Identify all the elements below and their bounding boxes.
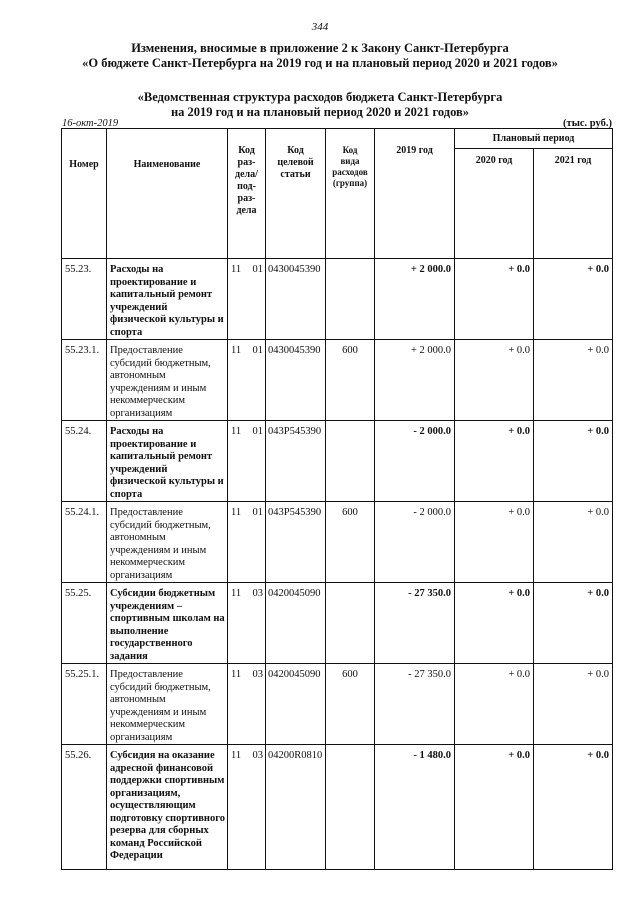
header-line: под- [237, 181, 256, 192]
header-line: статьи [280, 169, 311, 180]
row-number: 55.23.1. [62, 340, 107, 421]
heading-line: Изменения, вносимые в приложение 2 к Закону Санкт-Петербурга [131, 41, 509, 55]
row-2019: - 27 350.0 [375, 583, 455, 664]
row-rz: 11 [231, 588, 242, 599]
header-line: расходов [332, 167, 368, 177]
row-2020: + 0.0 [455, 421, 534, 502]
header-line: (группа) [332, 178, 368, 188]
row-vid-code [326, 421, 375, 502]
row-prz: 01 [252, 426, 263, 437]
row-razdel [228, 745, 266, 870]
row-prz: 01 [252, 345, 263, 356]
row-razdel [228, 502, 266, 583]
row-target-code: 043P545390 [266, 421, 326, 502]
row-2020: + 0.0 [455, 340, 534, 421]
page-number: 344 [311, 21, 329, 33]
table-row [62, 745, 613, 870]
row-prz: 01 [252, 507, 263, 518]
heading-line: на 2019 год и на плановый период 2020 и 2021 годов» [170, 105, 470, 119]
header-line: вида [340, 156, 360, 166]
header-plan-period: Плановый период [455, 129, 613, 149]
header-2021: 2021 год [534, 149, 613, 259]
table-row [62, 340, 613, 421]
row-number: 55.24.1. [62, 502, 107, 583]
row-2020: + 0.0 [455, 664, 534, 745]
row-2019: + 2 000.0 [375, 340, 455, 421]
header-number: Номер [62, 129, 107, 259]
row-2019: - 1 480.0 [375, 745, 455, 870]
row-name: Предоставление субсидий бюджетным, автономным учреждениям и иным некоммерческим организациям [107, 340, 228, 421]
header-razdel [228, 129, 266, 259]
row-2021: + 0.0 [534, 259, 613, 340]
row-2020: + 0.0 [455, 259, 534, 340]
budget-table [61, 128, 613, 870]
row-prz: 03 [252, 669, 263, 680]
row-2019: - 2 000.0 [375, 502, 455, 583]
row-target-code: 0420045090 [266, 583, 326, 664]
table-row [62, 502, 613, 583]
row-target-code: 04200R0810 [266, 745, 326, 870]
header-line: Код [238, 145, 255, 156]
header-line: Код [342, 145, 358, 155]
row-razdel [228, 421, 266, 502]
table-row [62, 583, 613, 664]
table-row [62, 421, 613, 502]
row-2019: + 2 000.0 [375, 259, 455, 340]
row-2019: - 27 350.0 [375, 664, 455, 745]
header-2019: 2019 год [375, 129, 455, 259]
row-rz: 11 [231, 345, 242, 356]
row-number: 55.23. [62, 259, 107, 340]
row-vid-code: 600 [326, 340, 375, 421]
row-2021: + 0.0 [534, 421, 613, 502]
header-line: раз- [237, 157, 256, 168]
row-vid-code [326, 583, 375, 664]
row-2021: + 0.0 [534, 502, 613, 583]
row-name: Расходы на проектирование и капитальный ремонт учреждений физической культуры и спорта [107, 421, 228, 502]
header-line: раз- [237, 193, 256, 204]
row-2021: + 0.0 [534, 583, 613, 664]
row-2020: + 0.0 [455, 502, 534, 583]
row-razdel [228, 664, 266, 745]
header-target [266, 129, 326, 259]
heading-line: «Ведомственная структура расходов бюджета Санкт-Петербурга [137, 90, 503, 104]
row-number: 55.25.1. [62, 664, 107, 745]
row-razdel [228, 340, 266, 421]
header-line: целевой [277, 157, 314, 168]
row-2019: - 2 000.0 [375, 421, 455, 502]
header-2020: 2020 год [455, 149, 534, 259]
row-2021: + 0.0 [534, 664, 613, 745]
row-number: 55.24. [62, 421, 107, 502]
row-razdel [228, 259, 266, 340]
row-2020: + 0.0 [455, 745, 534, 870]
header-name: Наименование [107, 129, 228, 259]
table-heading [0, 90, 640, 120]
document-heading [0, 41, 640, 71]
row-rz: 11 [231, 669, 242, 680]
header-vid [326, 129, 375, 259]
table-row [62, 259, 613, 340]
row-rz: 11 [231, 507, 242, 518]
row-name: Субсидии бюджетным учреждениям – спортивным школам на выполнение государственного задания [107, 583, 228, 664]
row-number: 55.26. [62, 745, 107, 870]
row-prz: 03 [252, 750, 263, 761]
row-2021: + 0.0 [534, 340, 613, 421]
row-vid-code [326, 259, 375, 340]
row-name: Предоставление субсидий бюджетным, автономным учреждениям и иным некоммерческим организациям [107, 664, 228, 745]
row-2021: + 0.0 [534, 745, 613, 870]
row-rz: 11 [231, 426, 242, 437]
heading-line: «О бюджете Санкт-Петербурга на 2019 год и на плановый период 2020 и 2021 годов» [82, 56, 558, 70]
document-date: 16-окт-2019 [62, 118, 119, 129]
row-name: Субсидия на оказание адресной финансовой поддержки спортивным организациям, осуществляющим подготовку спортивного резерва для сборных команд Российской Федерации [107, 745, 228, 870]
row-2020: + 0.0 [455, 583, 534, 664]
header-line: дела [236, 205, 257, 216]
row-prz: 01 [252, 264, 263, 275]
row-vid-code: 600 [326, 502, 375, 583]
row-target-code: 0430045390 [266, 340, 326, 421]
header-line: Код [287, 145, 304, 156]
row-name: Расходы на проектирование и капитальный ремонт учреждений физической культуры и спорта [107, 259, 228, 340]
row-rz: 11 [231, 750, 242, 761]
header-line: дела/ [235, 169, 258, 180]
row-name: Предоставление субсидий бюджетным, автономным учреждениям и иным некоммерческим организациям [107, 502, 228, 583]
units-label: (тыс. руб.) [563, 118, 612, 129]
row-prz: 03 [252, 588, 263, 599]
row-vid-code [326, 745, 375, 870]
table-row [62, 664, 613, 745]
row-vid-code: 600 [326, 664, 375, 745]
row-target-code: 043P545390 [266, 502, 326, 583]
row-number: 55.25. [62, 583, 107, 664]
row-target-code: 0430045390 [266, 259, 326, 340]
row-razdel [228, 583, 266, 664]
row-target-code: 0420045090 [266, 664, 326, 745]
row-rz: 11 [231, 264, 242, 275]
